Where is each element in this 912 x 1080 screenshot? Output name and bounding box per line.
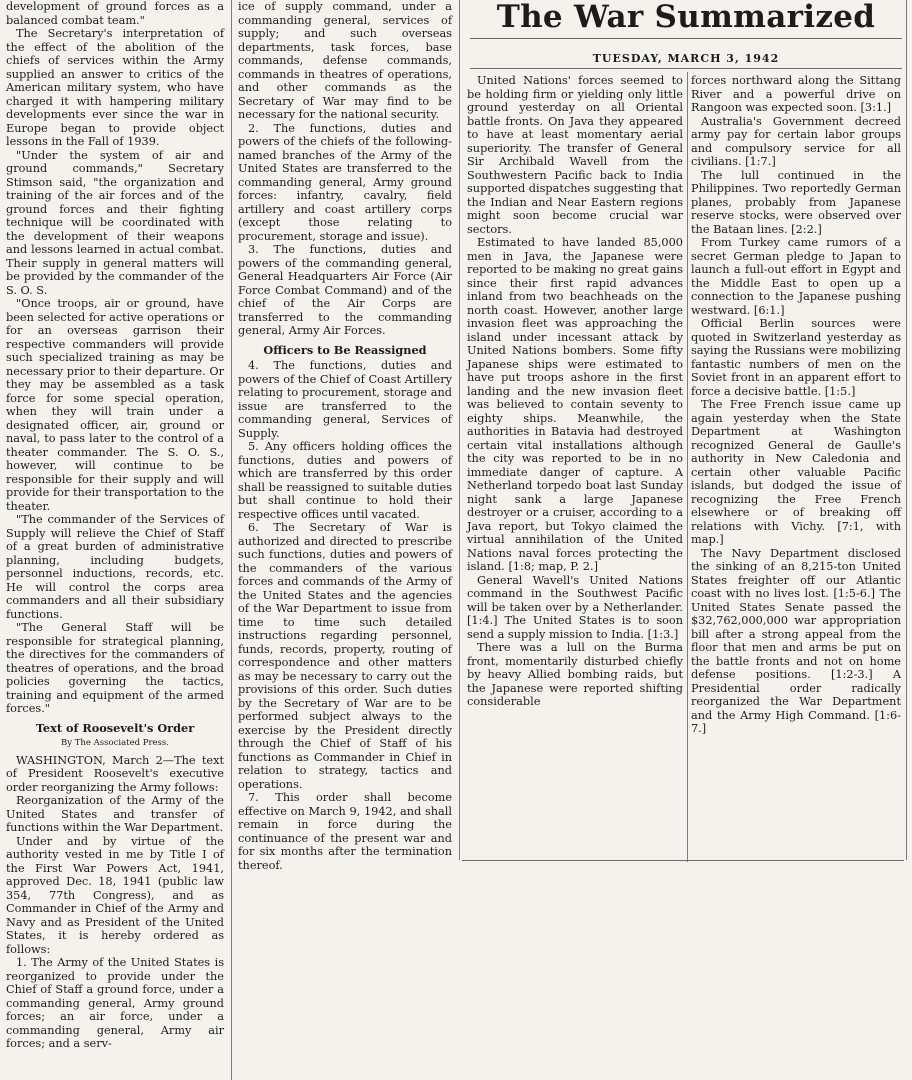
paragraph: The lull continued in the Philippines. Two reportedly German planes, probably from Japanese reserve stocks, were observed over the Bataan lines. [2:2.] xyxy=(691,168,901,236)
paragraph: 6. The Secretary of War is authorized and directed to prescribe such functions, duties and powers of the commanders of the various forces and commands of the Army of the United States and the agencies of the War Department to issue from time to time such detailed instructions regarding personnel, funds, records, property, routing of correspondence and other matters as may be necessary to carry out the provisions of this order. Such duties by the Secretary of War are to be performed subject always to the exercise by the President directly through the Chief of Staff of his functions as Commander in Chief in relation to strategy, tactics and operations. xyxy=(238,521,452,791)
paragraph: WASHINGTON, March 2—The text of President Roosevelt's executive order reorganizing the Army follows: xyxy=(6,753,224,794)
paragraph: ice of supply command, under a commanding general, services of supply; and such overseas departments, task forces, base commands, defense commands, commands in theatres of operations, and other commands as the Secretary of War may find to be necessary for the national security. xyxy=(238,0,452,121)
subhead-roosevelt-order: Text of Roosevelt's Order xyxy=(35,720,195,735)
paragraph: United Nations' forces seemed to be holding firm or yielding only little ground yesterday on all Oriental battle fronts. On Java they appeared to have at least momentary aerial superiority. The transfer of General Sir Archibald Wavell from the Southwestern Pacific back to India supported dispatches suggesting that the Indian and Near Eastern regions might soon become crucial war sectors. xyxy=(467,74,683,236)
paragraph: Australia's Government decreed army pay for certain labor groups and compulsory service for all civilians. [1:7.] xyxy=(691,114,901,168)
paragraph: "The commander of the Services of Supply will relieve the Chief of Staff of a great burden of administrative planning, including budgets, personnel inductions, records, etc. He will control the corps area commanders and all their subsidiary functions. xyxy=(6,513,224,621)
paragraph: The Free French issue came up again yesterday when the State Department at Washington recognized General de Gaulle's authority in New Caledonia and certain other valuable Pacific islands, but dodged the issue of recognizing the Free French elsewhere or of breaking off relations with Vichy. [7:1, with map.] xyxy=(691,398,901,546)
column-1 xyxy=(4,0,226,1080)
headline: The War Summarized xyxy=(496,0,876,35)
paragraph: The Secretary's interpretation of the effect of the abolition of the chiefs of services within the Army supplied an answer to critics of the American military system, who have charged it with hampering military developments ever since the war in Europe began to provide object lessons in the Fall of 1939. xyxy=(6,27,224,148)
paragraph: 2. The functions, duties and powers of the chiefs of the following-named branches of the Army of the United States are transferred to the commanding general, Army ground forces: infantry, cavalry, field artillery and coast artillery corps (except those relating to procurement, storage and issue). xyxy=(238,121,452,243)
column-rule xyxy=(231,0,232,1080)
paragraph: Estimated to have landed 85,000 men in Java, the Japanese were reported to be making no great gains since their first rapid advances inland from two beachheads on the north coast. However, another large invasion fleet was approaching the island under incessant attack by United Nations bombers. Some fifty Japanese ships were estimated to have put troops ashore in the first landing and the new invasion fleet was believed to contain seventy to eighty ships. Meanwhile, the authorities in Batavia had destroyed certain vital installations although the city was reported to be in no immediate danger of capture. A Netherland torpedo boat last Sunday night sank a large Japanese destroyer or a cruiser, according to a Java report, but Tokyo claimed the virtual annihilation of the United Nations naval forces protecting the island. [1:8; map, P. 2.] xyxy=(467,236,683,573)
paragraph: 3. The functions, duties and powers of the commanding general, General Headquarters Air Force (Air Force Combat Command) and of the chief of the Air Corps are transferred to the commanding general, Army Air Forces. xyxy=(238,243,452,337)
paragraph: Official Berlin sources were quoted in Switzerland yesterday as saying the Russians were mobilizing fantastic numbers of men on the Soviet front in an apparent effort to force a decisive battle. [1:5.] xyxy=(691,317,901,398)
paragraph: From Turkey came rumors of a secret German pledge to Japan to launch a full-out effort in Egypt and the Middle East to open up a connection to the Japanese pushing westward. [6:1.] xyxy=(691,236,901,317)
byline: By The Associated Press. xyxy=(61,738,169,748)
paragraph: 1. The Army of the United States is reorganized to provide under the Chief of Staff a ground force, under a commanding general, Army ground forces; an air force, under a commanding general, Army air forces; and a serv- xyxy=(6,956,224,1050)
subhead-officers-reassigned: Officers to Be Reassigned xyxy=(263,342,427,357)
paragraph: Under and by virtue of the authority vested in me by Title I of the First War Powers Act, 1941, approved Dec. 18, 1941 (public law 354, 77th Congress), and as Commander in Chief of the Army and Navy and as President of the United States, it is hereby ordered as follows: xyxy=(6,834,224,956)
paragraph: Reorganization of the Army of the United States and transfer of functions within the War Department. xyxy=(6,794,224,834)
column-rule xyxy=(459,0,460,860)
column-3 xyxy=(465,74,685,859)
paragraph: General Wavell's United Nations command in the Southwest Pacific will be taken over by a Netherlander. [1:4.] The United States is to soon send a supply mission to India. [1:3.] xyxy=(467,573,683,641)
paragraph: The Navy Department disclosed the sinking of an 8,215-ton United States freighter off our Atlantic coast with no lives lost. [1:5-6.] The United States Senate passed the $32,762,000,000 war appropriation bill after a strong appeal from the floor that men and arms be put on the battle fronts and not on home defense positions. [1:2-3.] A Presidential order radically reorganized the War Department and the Army High Command. [1:6-7.] xyxy=(691,546,901,735)
column-2 xyxy=(236,0,454,890)
paragraph: There was a lull on the Burma front, momentarily disturbed chiefly by heavy Allied bombing raids, but the Japanese were reported shifting considerable xyxy=(467,641,683,708)
paragraph: 5. Any officers holding offices the functions, duties and powers of which are transferred by this order shall be reassigned to suitable duties but shall continue to hold their respective offices until vacated. xyxy=(238,440,452,521)
paragraph: "The General Staff will be responsible for strategical planning, the directives for the commanders of theatres of operations, and the broad policies governing the tactics, training and equipment of the armed forces." xyxy=(6,621,224,715)
paragraph: 7. This order shall become effective on March 9, 1942, and shall remain in force during the continuance of the present war and for six months after the termination thereof. xyxy=(238,791,452,872)
paragraph: "Once troops, air or ground, have been selected for active operations or for an overseas garrison their respective commanders will provide such specialized training as may be necessary prior to their departure. Or they may be assembled as a task force for some special operation, when they will train under a designated officer, air, ground or naval, to pass later to the control of a theater commander. The S. O. S., however, will continue to be responsible for their supply and will provide for their transportation to the theater. xyxy=(6,297,224,513)
bottom-rule xyxy=(462,860,904,861)
column-rule xyxy=(687,72,688,862)
headline-rule xyxy=(470,38,902,39)
paragraph: 4. The functions, duties and powers of the Chief of Coast Artillery relating to procurement, storage and issue are transferred to the commanding general, Services of Supply. xyxy=(238,359,452,440)
dateline: TUESDAY, MARCH 3, 1942 xyxy=(592,52,780,65)
column-4 xyxy=(689,74,903,859)
dateline-rule xyxy=(470,68,902,69)
paragraph: development of ground forces as a balanced combat team." xyxy=(6,0,224,27)
paragraph: "Under the system of air and ground commands," Secretary Stimson said, "the organization and training of the air forces and of the ground forces and their fighting technique will be coordinated with the development of their weapons and lessons learned in actual combat. Their supply in general matters will be provided by the commander of the S. O. S. xyxy=(6,148,224,297)
column-rule xyxy=(906,0,907,860)
paragraph: forces northward along the Sittang River and a powerful drive on Rangoon was expected soon. [3:1.] xyxy=(691,74,901,114)
